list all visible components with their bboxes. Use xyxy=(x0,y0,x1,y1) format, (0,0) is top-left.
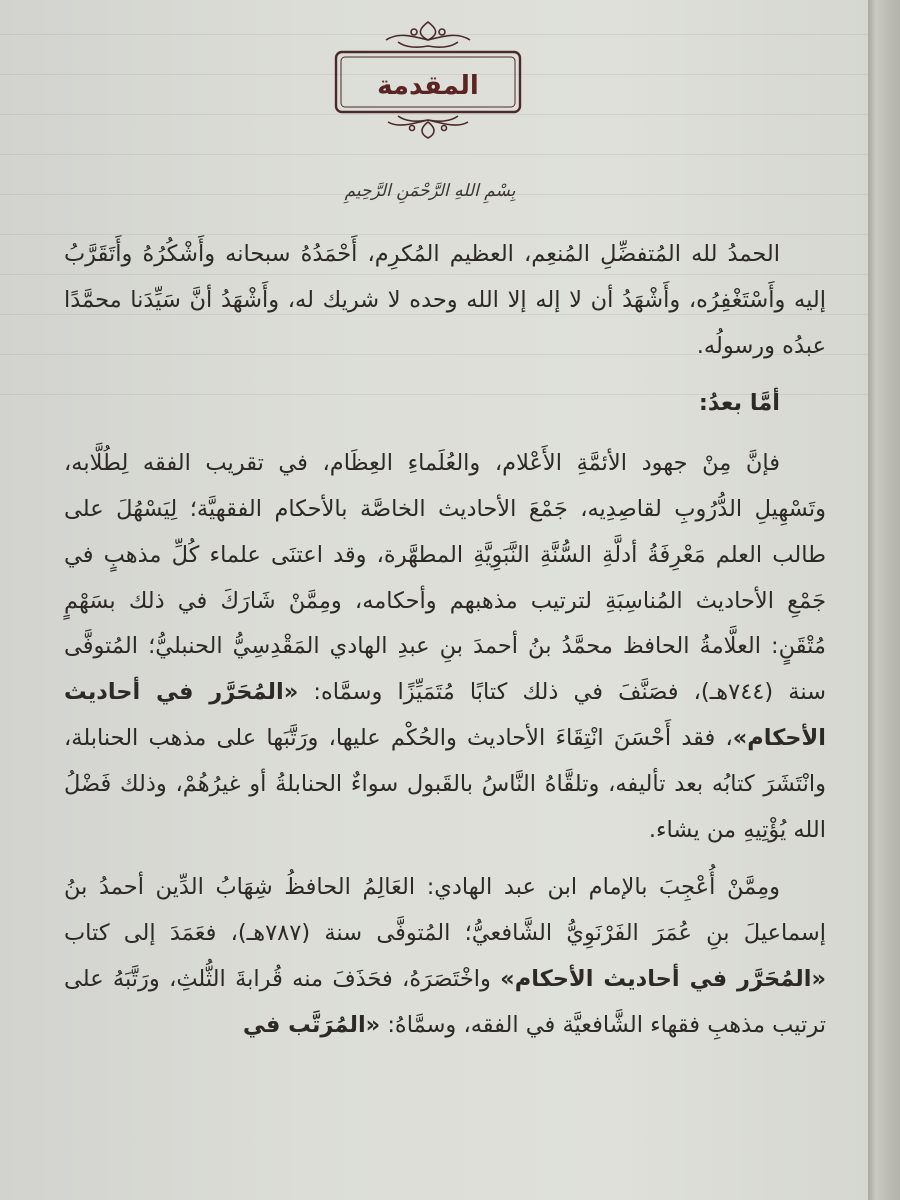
page-title: المقدمة xyxy=(377,71,479,101)
paragraph-2-text: ومِمَّنْ أُعْجِبَ بالإمام ابن عبد الهادي: العَالِمُ الحافظُ شِهَابُ الدِّين أحمدُ بنُ إسماعيلَ بنِ عُمَرَ الفَرْنَوِيُّ الشَّافعيُّ؛ المُتوفَّى سنة (٧٨٧هـ)، فعَمَدَ إلى كتاب xyxy=(64,874,827,947)
book-title: «المُحَرَّر في أحاديث الأحكام» xyxy=(64,679,826,751)
basmala-calligraphy: بِسْمِ اللهِ الرَّحْمَنِ الرَّحِيمِ xyxy=(344,181,516,201)
intro-paragraph: الحمدُ لله المُتفضِّلِ المُنعِم، العظيم المُكرِم، أَحْمَدُهُ سبحانه وأَشْكُرُهُ وأَتَقَرَّبُ إليه وأَسْتَغْفِرُه، وأَشْهَدُ أن لا إله إلا الله وحده لا شريك له، وأَشْهَدُ أنَّ سَيِّدَنا محمَّدًا عبدُه ورسولُه. xyxy=(64,241,826,359)
paragraph-1 xyxy=(64,441,826,853)
book-title-3: «المُرَتَّب في xyxy=(242,1011,381,1038)
page-stack-edge xyxy=(868,0,900,1200)
book-title-2: «المُحَرَّر في أحاديث الأحكام» xyxy=(500,965,826,992)
body-text xyxy=(64,232,826,1049)
section-heading: أمَّا بعدُ: xyxy=(698,390,780,417)
paragraph-1-text-cont: ، فقد أَحْسَنَ انْتِقَاءَ الأحاديث والحُكْم عليها، ورَتَّبَها على مذهب الحنابلة، وانْتَشَرَ كتابُه بعد تأليفه، وتلقَّاهُ النَّاسُ بالقَبول سواءٌ الحنابلةُ أو غيرُهُمْ، وذلك فَضْلُ الله يُؤْتِيهِ من يشاء. xyxy=(64,724,826,843)
paragraph-2 xyxy=(64,865,826,1048)
paragraph-2-text-cont: واخْتَصَرَهُ، فحَذَفَ منه قُرابةَ الثُّلثِ، ورَتَّبَهُ على ترتيب مذهبِ فقهاء الشَّافعيَّة في الفقه، وسمَّاهُ: xyxy=(64,965,826,1038)
chapter-header xyxy=(328,18,528,140)
paragraph-1-text: فإنَّ مِنْ جهود الأئمَّةِ الأَعْلام، والعُلَماءِ العِظَام، في تقريب الفقه لِطُلَّابه، وتَسْهِيلِ الدُّرُوبِ لقاصِدِيه، جَمْعَ الأحاديث الخاصَّة بالأحكام الفقهيَّة؛ لِيَسْهُلَ على طالب العلم مَعْرِفَةُ أدلَّةِ السُّنَّةِ النَّبَوِيَّةِ المطهَّرة، وقد اعتنَى علماء كُلِّ مذهبٍ في جَمْعِ الأحاديث المُناسِبَةِ لترتيب مذهبهم وأحكامه، ومِمَّنْ شَارَكَ في ذلك بسَهْمٍ مُتْقَنٍ: العلَّامةُ الحافظ محمَّدُ بنُ أحمدَ بنِ عبدِ الهادي المَقْدِسِيُّ الحنبليُّ؛ المُتوفَّى سنة (٧٤٤هـ)، فصَنَّفَ في ذلك كتابًا مُتَمَيِّزًا وسمَّاه: xyxy=(64,450,826,706)
